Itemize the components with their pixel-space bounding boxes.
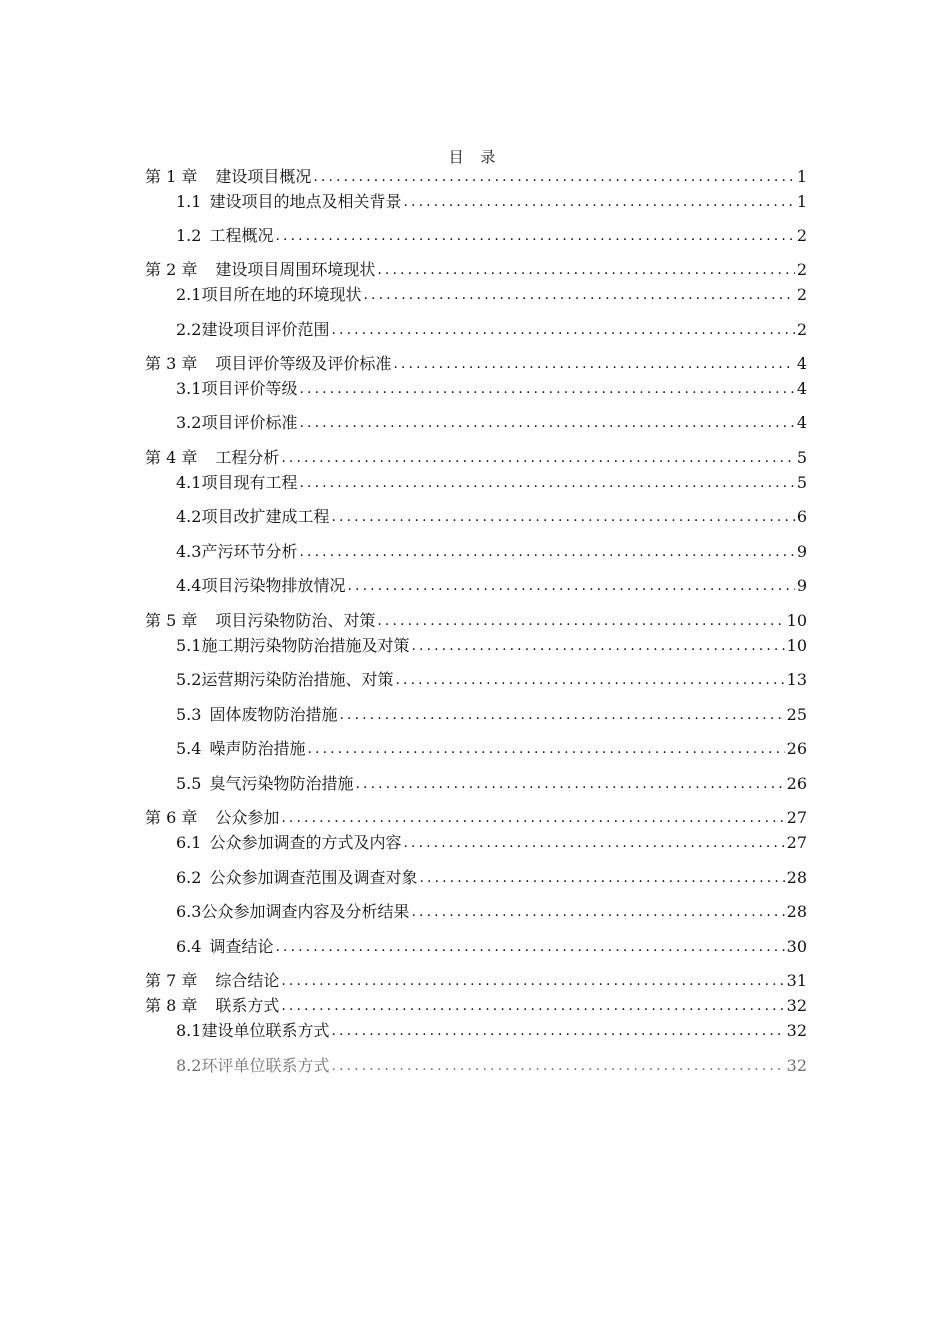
leader-dots xyxy=(395,669,784,691)
toc-entry-section-4-3[interactable]: 4.3产污环节分析 ..... 9 xyxy=(145,541,807,563)
toc-entry-section-5-4[interactable]: 5.4 噪声防治措施 ..... 26 xyxy=(145,738,807,760)
toc-entry-section-1-2[interactable]: 1.2 工程概况 ..... 2 xyxy=(145,225,807,247)
leader-dots xyxy=(299,472,794,494)
page-number: 6 xyxy=(796,507,807,526)
page-number: 9 xyxy=(796,542,807,561)
toc-entry-section-5-3[interactable]: 5.3 固体废物防治措施 ..... 25 xyxy=(145,704,807,726)
page-number: 26 xyxy=(786,774,807,793)
toc-entry-section-8-1[interactable]: 8.1建设单位联系方式 ..... 32 xyxy=(145,1020,807,1042)
leader-dots xyxy=(281,447,794,469)
page-number: 27 xyxy=(786,833,807,852)
leader-dots xyxy=(331,1055,784,1077)
leader-dots xyxy=(281,970,784,992)
page-number: 2 xyxy=(796,285,807,304)
leader-dots xyxy=(299,412,794,434)
leader-dots xyxy=(281,995,784,1017)
toc-entry-section-1-1[interactable]: 1.1 建设项目的地点及相关背景 ..... 1 xyxy=(145,191,807,213)
toc-title: 目 录 xyxy=(448,148,502,166)
toc-entry-section-6-4[interactable]: 6.4 调查结论 ..... 30 xyxy=(145,936,807,958)
toc-entry-section-4-4[interactable]: 4.4项目污染物排放情况 ..... 9 xyxy=(145,575,807,597)
page-number: 10 xyxy=(786,611,807,630)
leader-dots xyxy=(347,575,794,597)
page-number: 4 xyxy=(796,354,807,373)
leader-dots xyxy=(393,353,794,375)
page-number: 32 xyxy=(786,996,807,1015)
toc-entry-section-6-2[interactable]: 6.2 公众参加调查范围及调查对象 ..... 28 xyxy=(145,867,807,889)
page-number: 5 xyxy=(796,473,807,492)
leader-dots xyxy=(307,738,784,760)
page-number: 4 xyxy=(796,379,807,398)
toc-entry-chapter-6[interactable]: 第 6 章 公众参加 ..... 27 xyxy=(145,807,807,829)
toc-entry-section-2-1[interactable]: 2.1项目所在地的环境现状 ..... 2 xyxy=(145,284,807,306)
page-number: 9 xyxy=(796,576,807,595)
leader-dots xyxy=(377,610,784,632)
leader-dots xyxy=(339,704,784,726)
leader-dots xyxy=(403,832,784,854)
leader-dots xyxy=(403,191,794,213)
leader-dots xyxy=(331,1020,784,1042)
page-number: 31 xyxy=(786,971,807,990)
page-number: 10 xyxy=(786,636,807,655)
toc-entry-section-5-1[interactable]: 5.1施工期污染物防治措施及对策 ..... 10 xyxy=(145,635,807,657)
page-number: 1 xyxy=(796,167,807,186)
leader-dots xyxy=(299,378,794,400)
page-number: 2 xyxy=(796,226,807,245)
page-number: 26 xyxy=(786,739,807,758)
toc-entry-section-4-2[interactable]: 4.2项目改扩建成工程 ..... 6 xyxy=(145,506,807,528)
leader-dots xyxy=(377,259,794,281)
page-number: 4 xyxy=(796,413,807,432)
toc-entry-chapter-7[interactable]: 第 7 章 综合结论 ..... 31 xyxy=(145,970,807,992)
leader-dots xyxy=(313,166,794,188)
leader-dots xyxy=(275,225,794,247)
page-number: 25 xyxy=(786,705,807,724)
page-number: 27 xyxy=(786,808,807,827)
leader-dots xyxy=(299,541,794,563)
leader-dots xyxy=(281,807,784,829)
page-number: 1 xyxy=(796,192,807,211)
toc-entry-section-3-2[interactable]: 3.2项目评价标准 ..... 4 xyxy=(145,412,807,434)
toc-entry-chapter-2[interactable]: 第 2 章 建设项目周围环境现状 ..... 2 xyxy=(145,259,807,281)
toc-entry-section-5-5[interactable]: 5.5 臭气污染物防治措施 ..... 26 xyxy=(145,773,807,795)
toc-entry-chapter-4[interactable]: 第 4 章 工程分析 ..... 5 xyxy=(145,447,807,469)
leader-dots xyxy=(275,936,784,958)
toc-entry-chapter-5[interactable]: 第 5 章 项目污染物防治、对策 ..... 10 xyxy=(145,610,807,632)
page-number: 28 xyxy=(786,902,807,921)
leader-dots xyxy=(363,284,794,306)
toc-entry-chapter-3[interactable]: 第 3 章 项目评价等级及评价标准 ..... 4 xyxy=(145,353,807,375)
page-number: 30 xyxy=(786,937,807,956)
toc-entry-chapter-8[interactable]: 第 8 章 联系方式 ..... 32 xyxy=(145,995,807,1017)
toc-entry-section-8-2[interactable]: 8.2环评单位联系方式 ..... 32 xyxy=(145,1055,807,1077)
toc-entry-section-6-3[interactable]: 6.3公众参加调查内容及分析结果 ..... 28 xyxy=(145,901,807,923)
toc-entry-section-4-1[interactable]: 4.1项目现有工程 ..... 5 xyxy=(145,472,807,494)
page-number: 5 xyxy=(796,448,807,467)
toc-entry-section-3-1[interactable]: 3.1项目评价等级 ..... 4 xyxy=(145,378,807,400)
leader-dots xyxy=(411,635,784,657)
toc-entry-section-2-2[interactable]: 2.2建设项目评价范围 ..... 2 xyxy=(145,319,807,341)
toc-entry-section-5-2[interactable]: 5.2运营期污染防治措施、对策 ..... 13 xyxy=(145,669,807,691)
toc-entry-chapter-1[interactable]: 第 1 章 建设项目概况 ..... 1 xyxy=(145,166,807,188)
page-number: 32 xyxy=(786,1021,807,1040)
toc-entry-section-6-1[interactable]: 6.1 公众参加调查的方式及内容 ..... 27 xyxy=(145,832,807,854)
page-number: 2 xyxy=(796,260,807,279)
page-number: 32 xyxy=(786,1056,807,1075)
leader-dots xyxy=(355,773,784,795)
page-number: 13 xyxy=(786,670,807,689)
leader-dots xyxy=(331,506,794,528)
leader-dots xyxy=(411,901,784,923)
page-number: 2 xyxy=(796,320,807,339)
page-number: 28 xyxy=(786,868,807,887)
leader-dots xyxy=(331,319,794,341)
leader-dots xyxy=(419,867,784,889)
